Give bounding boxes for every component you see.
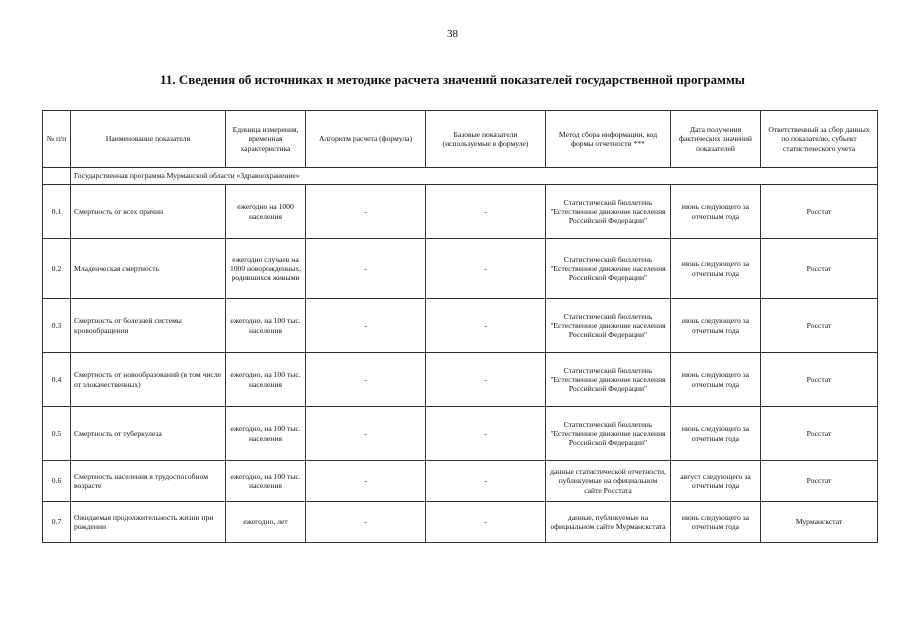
row-name: Смертность от болезней системы кровообращения: [71, 299, 226, 353]
row-responsible: Росстат: [761, 299, 878, 353]
header-base: Базовые показатели (используемые в формуле): [426, 111, 546, 168]
row-base: -: [426, 502, 546, 543]
table-row: [43, 299, 878, 353]
row-base: -: [426, 239, 546, 299]
section-num-cell: [43, 168, 71, 185]
row-name: Смертность населения в трудоспособном возрасте: [71, 461, 226, 502]
row-unit: ежегодно, на 100 тыс. населения: [226, 461, 306, 502]
row-method: Статистический бюллетень "Естественное движение населения Российской Федерации": [546, 407, 671, 461]
page-number: 38: [447, 28, 458, 40]
row-unit: ежегодно на 1000 населения: [226, 185, 306, 239]
row-formula: -: [306, 353, 426, 407]
header-method: Метод сбора информации, код формы отчетности ***: [546, 111, 671, 168]
row-responsible: Мурманскстат: [761, 502, 878, 543]
row-date: июнь следующего за отчетным года: [671, 502, 761, 543]
row-unit: ежегодно, на 100 тыс. населения: [226, 407, 306, 461]
row-num: 0.6: [43, 461, 71, 502]
row-num: 0.2: [43, 239, 71, 299]
row-num: 0.1: [43, 185, 71, 239]
row-method: Статистический бюллетень "Естественное движение населения Российской Федерации": [546, 353, 671, 407]
header-name: Наименование показателя: [71, 111, 226, 168]
row-unit: ежегодно случаев на 1000 новорожденных, родившихся живыми: [226, 239, 306, 299]
row-responsible: Росстат: [761, 239, 878, 299]
row-date: июнь следующего за отчетным года: [671, 239, 761, 299]
row-name: Смертность от всех причин: [71, 185, 226, 239]
row-base: -: [426, 299, 546, 353]
header-row: [43, 111, 878, 168]
row-responsible: Росстат: [761, 353, 878, 407]
table-body: [43, 168, 878, 543]
row-method: данные статистической отчетности, публикуемые на официальном сайте Росстата: [546, 461, 671, 502]
row-responsible: Росстат: [761, 185, 878, 239]
row-formula: -: [306, 239, 426, 299]
table-row: [43, 239, 878, 299]
row-formula: -: [306, 461, 426, 502]
row-name: Смертность от новообразований (в том числе от злокачественных): [71, 353, 226, 407]
table-row: [43, 461, 878, 502]
row-method: Статистический бюллетень "Естественное движение населения Российской Федерации": [546, 239, 671, 299]
row-formula: -: [306, 502, 426, 543]
table-header: [43, 111, 878, 168]
row-base: -: [426, 185, 546, 239]
row-method: Статистический бюллетень "Естественное движение населения Российской Федерации": [546, 185, 671, 239]
row-name: Младенческая смертность: [71, 239, 226, 299]
row-date: июнь следующего за отчетным года: [671, 407, 761, 461]
row-num: 0.5: [43, 407, 71, 461]
table-row: [43, 185, 878, 239]
row-base: -: [426, 407, 546, 461]
row-unit: ежегодно, на 100 тыс. населения: [226, 299, 306, 353]
row-responsible: Росстат: [761, 461, 878, 502]
section-row: [43, 168, 878, 185]
table-row: [43, 353, 878, 407]
row-formula: -: [306, 407, 426, 461]
row-formula: -: [306, 299, 426, 353]
row-method: Статистический бюллетень "Естественное движение населения Российской Федерации": [546, 299, 671, 353]
row-num: 0.7: [43, 502, 71, 543]
header-unit: Единица измерения, временная характеристика: [226, 111, 306, 168]
table-row: [43, 407, 878, 461]
row-base: -: [426, 353, 546, 407]
row-formula: -: [306, 185, 426, 239]
row-date: август следующего за отчетным года: [671, 461, 761, 502]
indicators-table: [42, 110, 878, 543]
row-date: июнь следующего за отчетным года: [671, 299, 761, 353]
table-row: [43, 502, 878, 543]
header-date: Дата получения фактических значений показателей: [671, 111, 761, 168]
header-num: № п/п: [43, 111, 71, 168]
row-unit: ежегодно, на 100 тыс. населения: [226, 353, 306, 407]
document-title: 11. Сведения об источниках и методике расчета значений показателей государственной программы: [160, 72, 745, 87]
header-responsible: Ответственный за сбор данных по показателю, субъект статистического учета: [761, 111, 878, 168]
row-base: -: [426, 461, 546, 502]
row-date: июнь следующего за отчетным года: [671, 185, 761, 239]
section-title: Государственная программа Мурманской области «Здравоохранение»: [71, 168, 878, 185]
row-num: 0.4: [43, 353, 71, 407]
row-date: июнь следующего за отчетным года: [671, 353, 761, 407]
header-formula: Алгоритм расчета (формула): [306, 111, 426, 168]
row-num: 0.3: [43, 299, 71, 353]
row-method: данные, публикуемые на официальном сайте Мурманскстата: [546, 502, 671, 543]
row-name: Смертность от туберкулеза: [71, 407, 226, 461]
row-name: Ожидаемая продолжительность жизни при рождении: [71, 502, 226, 543]
row-responsible: Росстат: [761, 407, 878, 461]
row-unit: ежегодно, лет: [226, 502, 306, 543]
